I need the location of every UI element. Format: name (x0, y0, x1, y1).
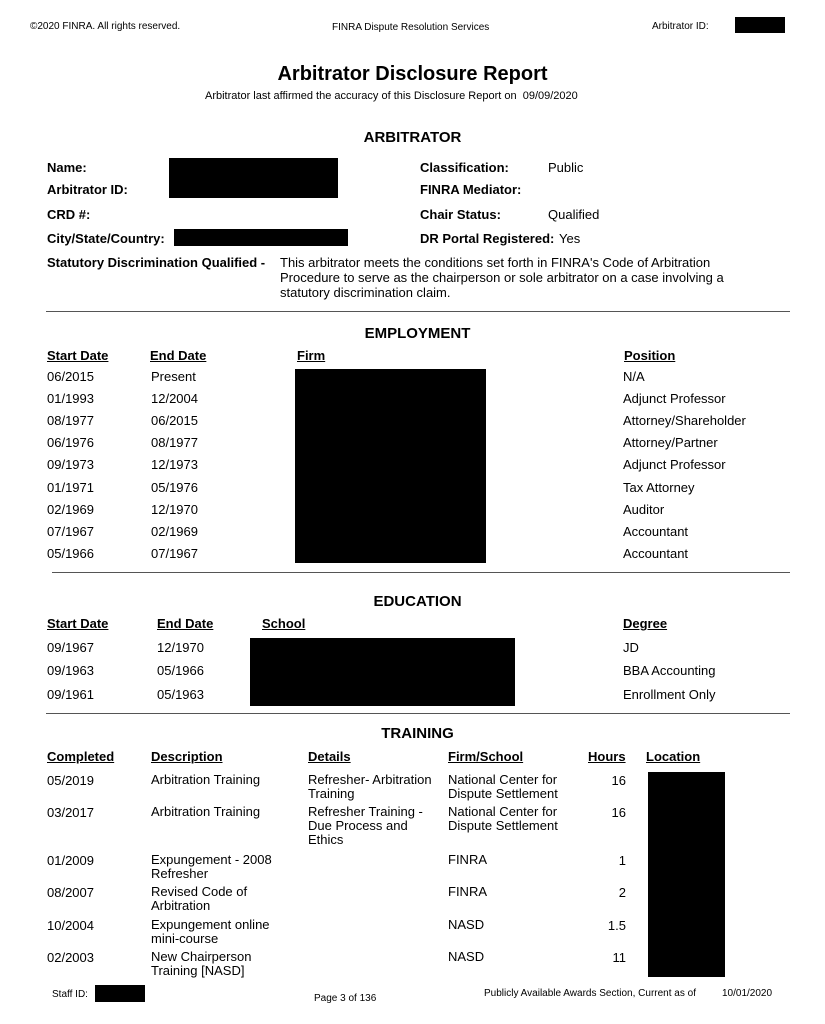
training-completed: 10/2004 (47, 918, 94, 933)
employment-col-start: Start Date (47, 348, 109, 363)
employment-heading: EMPLOYMENT (364, 325, 471, 342)
divider (46, 311, 790, 312)
employment-col-end: End Date (150, 348, 207, 363)
employment-end-date: 12/1973 (151, 457, 198, 472)
employment-position: Attorney/Shareholder (623, 413, 746, 428)
employment-position: N/A (623, 369, 645, 384)
training-col-completed: Completed (47, 749, 115, 764)
employment-start-date: 07/1967 (47, 524, 94, 539)
training-description: Expungement online mini-course (151, 917, 270, 946)
header-arbitrator-id-label: Arbitrator ID: (652, 21, 709, 32)
education-degree: JD (623, 640, 639, 655)
employment-start-date: 06/2015 (47, 369, 94, 384)
employment-start-date: 01/1971 (47, 480, 94, 495)
copyright-text: ©2020 FINRA. All rights reserved. (30, 21, 181, 32)
training-heading: TRAINING (381, 725, 454, 742)
training-firm: NASD (448, 917, 485, 932)
training-completed: 05/2019 (47, 773, 94, 788)
education-end-date: 12/1970 (157, 640, 204, 655)
training-details: Refresher Training - Due Process and Ethics (308, 804, 423, 847)
employment-end-date: 12/1970 (151, 502, 198, 517)
employment-col-firm: Firm (297, 348, 326, 363)
redacted-staff-id (95, 985, 145, 1002)
training-firm: National Center for Dispute Settlement (448, 804, 558, 833)
redacted-locations (648, 772, 725, 977)
education-col-degree: Degree (623, 616, 668, 631)
training-description: New Chairperson Training [NASD] (151, 949, 252, 978)
training-firm: NASD (448, 949, 485, 964)
training-completed: 02/2003 (47, 950, 94, 965)
chair-value: Qualified (548, 207, 600, 222)
education-start-date: 09/1967 (47, 640, 94, 655)
redacted-arbitrator-id (735, 17, 785, 33)
employment-position: Accountant (623, 546, 689, 561)
training-col-description: Description (151, 749, 223, 764)
arbitrator-id-label: Arbitrator ID: (47, 182, 128, 197)
page-number: Page 3 of 136 (314, 993, 377, 1004)
employment-position: Attorney/Partner (623, 435, 718, 450)
staff-id-label: Staff ID: (52, 989, 88, 1000)
arbitrator-heading: ARBITRATOR (363, 129, 462, 146)
redacted-city (174, 229, 348, 246)
training-completed: 03/2017 (47, 805, 94, 820)
employment-end-date: 07/1967 (151, 546, 198, 561)
redacted-firms (295, 369, 486, 563)
report-title: Arbitrator Disclosure Report (277, 63, 548, 85)
affirmed-text: Arbitrator last affirmed the accuracy of this Disclosure Report on (205, 90, 517, 102)
employment-start-date: 09/1973 (47, 457, 94, 472)
training-description: Expungement - 2008 Refresher (151, 852, 272, 881)
mediator-label: FINRA Mediator: (420, 182, 522, 197)
training-hours: 11 (612, 950, 626, 965)
employment-col-position: Position (624, 348, 676, 363)
awards-text: Publicly Available Awards Section, Current as of (484, 988, 696, 999)
employment-end-date: 08/1977 (151, 435, 198, 450)
training-hours: 1 (618, 853, 626, 868)
employment-start-date: 01/1993 (47, 391, 94, 406)
sdq-label: Statutory Discrimination Qualified - (47, 255, 266, 270)
education-end-date: 05/1966 (157, 663, 204, 678)
employment-position: Tax Attorney (623, 480, 695, 495)
training-completed: 08/2007 (47, 885, 94, 900)
employment-position: Adjunct Professor (623, 457, 726, 472)
divider (46, 713, 790, 714)
employment-end-date: Present (151, 369, 196, 384)
employment-start-date: 02/1969 (47, 502, 94, 517)
portal-label: DR Portal Registered: (420, 231, 555, 246)
portal-value: Yes (559, 231, 581, 246)
training-firm: FINRA (448, 884, 487, 899)
education-degree: Enrollment Only (623, 687, 716, 702)
training-hours: 1.5 (607, 918, 626, 933)
employment-position: Adjunct Professor (623, 391, 726, 406)
employment-end-date: 12/2004 (151, 391, 198, 406)
education-end-date: 05/1963 (157, 687, 204, 702)
training-hours: 2 (618, 885, 626, 900)
education-col-end: End Date (157, 616, 214, 631)
divider (52, 572, 790, 573)
employment-position: Auditor (623, 502, 665, 517)
training-description: Revised Code of Arbitration (151, 884, 248, 913)
employment-start-date: 08/1977 (47, 413, 94, 428)
training-col-location: Location (646, 749, 701, 764)
training-col-firm: Firm/School (448, 749, 524, 764)
education-heading: EDUCATION (373, 593, 462, 610)
classification-label: Classification: (420, 160, 509, 175)
city-label: City/State/Country: (47, 231, 165, 246)
education-col-start: Start Date (47, 616, 109, 631)
training-col-details: Details (308, 749, 351, 764)
education-start-date: 09/1961 (47, 687, 94, 702)
training-firm: FINRA (448, 852, 487, 867)
training-details: Refresher- Arbitration Training (308, 772, 432, 801)
employment-start-date: 06/1976 (47, 435, 94, 450)
employment-end-date: 06/2015 (151, 413, 198, 428)
redacted-schools (250, 638, 515, 706)
education-degree: BBA Accounting (623, 663, 716, 678)
education-col-school: School (262, 616, 306, 631)
training-firm: National Center for Dispute Settlement (448, 772, 558, 801)
education-start-date: 09/1963 (47, 663, 94, 678)
org-name: FINRA Dispute Resolution Services (332, 22, 490, 33)
name-label: Name: (47, 160, 87, 175)
training-col-hours: Hours (588, 749, 626, 764)
training-completed: 01/2009 (47, 853, 94, 868)
training-hours: 16 (611, 805, 626, 820)
employment-position: Accountant (623, 524, 689, 539)
affirmed-date: 09/09/2020 (522, 90, 578, 102)
affirmed-line (205, 90, 578, 102)
awards-date: 10/01/2020 (722, 988, 773, 999)
crd-label: CRD #: (47, 207, 91, 222)
training-hours: 16 (611, 773, 626, 788)
training-description: Arbitration Training (151, 804, 261, 819)
redacted-name (169, 158, 338, 198)
chair-label: Chair Status: (420, 207, 501, 222)
sdq-text: This arbitrator meets the conditions set forth in FINRA's Code of Arbitration Procedure to serve as the chairperson or sole arbitrator on a case involving a statutory discrimination claim. (280, 255, 724, 300)
employment-end-date: 05/1976 (151, 480, 198, 495)
classification-value: Public (548, 160, 584, 175)
training-description: Arbitration Training (151, 772, 261, 787)
employment-end-date: 02/1969 (151, 524, 198, 539)
employment-start-date: 05/1966 (47, 546, 94, 561)
